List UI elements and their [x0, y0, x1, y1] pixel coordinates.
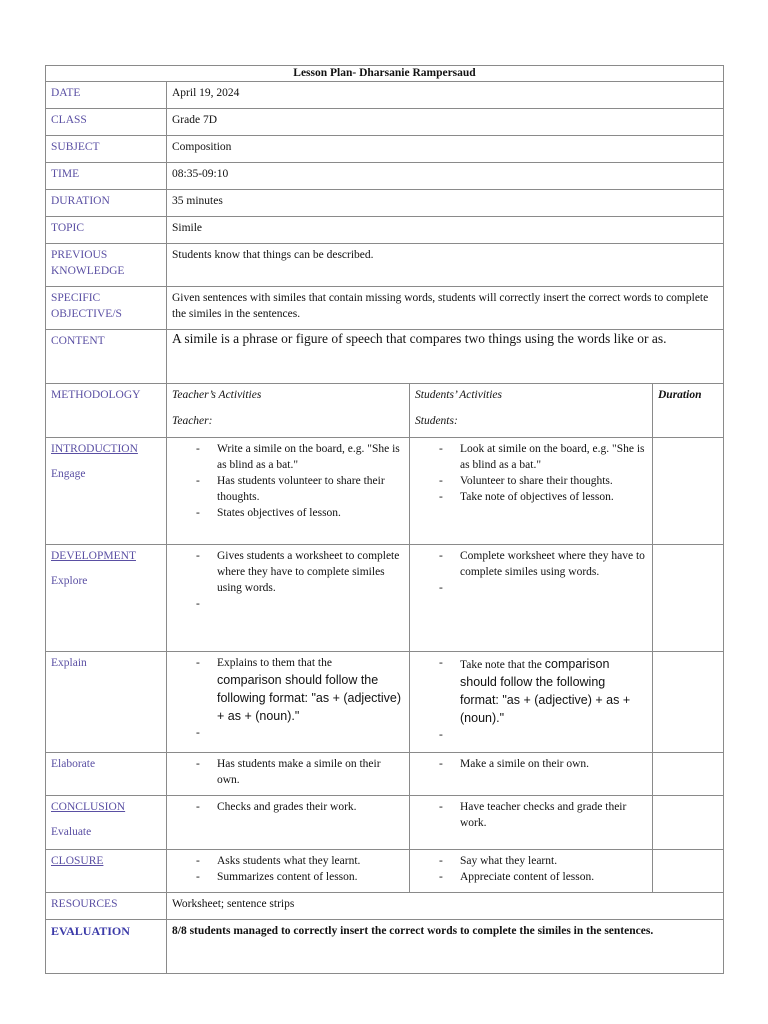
development-label	[46, 545, 167, 652]
introduction-student-cell	[410, 438, 653, 545]
elaborate-student-cell	[410, 753, 653, 796]
introduction-duration-cell	[653, 438, 724, 545]
teacher-activities-header	[167, 384, 410, 438]
class-value: Grade 7D	[167, 109, 724, 136]
conclusion-label	[46, 796, 167, 850]
subject-value: Composition	[167, 136, 724, 163]
student-activities-title: Students’ Activities	[415, 389, 502, 401]
title-row	[46, 66, 724, 82]
time-label: TIME	[46, 163, 167, 190]
introduction-label	[46, 438, 167, 545]
explain-student-lead: Take note that the	[460, 659, 542, 671]
row-resources	[46, 893, 724, 920]
duration-header: Duration	[653, 384, 724, 438]
methodology-label: METHODOLOGY	[46, 384, 167, 438]
introduction-title: INTRODUCTION	[51, 443, 138, 455]
explain-label: Explain	[46, 652, 167, 753]
content-label: CONTENT	[46, 330, 167, 384]
list-item: - Say what they learnt.	[439, 853, 647, 869]
time-value: 08:35-09:10	[167, 163, 724, 190]
row-introduction	[46, 438, 724, 545]
previous-knowledge-label-line2: KNOWLEDGE	[51, 265, 125, 277]
conclusion-student-cell	[410, 796, 653, 850]
lesson-plan-document	[45, 65, 724, 974]
introduction-teacher-cell	[167, 438, 410, 545]
objective-label	[46, 287, 167, 330]
date-label: DATE	[46, 82, 167, 109]
explain-student-cell	[410, 652, 653, 753]
list-item	[439, 727, 647, 743]
row-explain	[46, 652, 724, 753]
student-activities-header	[410, 384, 653, 438]
row-objective	[46, 287, 724, 330]
resources-label: RESOURCES	[46, 893, 167, 920]
list-item	[196, 655, 404, 725]
topic-value: Simile	[167, 217, 724, 244]
row-previous-knowledge	[46, 244, 724, 287]
subject-label: SUBJECT	[46, 136, 167, 163]
list-item: - Checks and grades their work.	[196, 799, 404, 815]
development-student-cell	[410, 545, 653, 652]
evaluation-value: 8/8 students managed to correctly insert the correct words to complete the similes in the sentences.	[167, 920, 724, 974]
page-title: Lesson Plan- Dharsanie Rampersaud	[46, 66, 724, 82]
list-item	[439, 655, 647, 727]
explain-duration-cell	[653, 652, 724, 753]
duration-value: 35 minutes	[167, 190, 724, 217]
row-date	[46, 82, 724, 109]
objective-value: Given sentences with similes that contain missing words, students will correctly insert the correct words to complete the similes in the sentences.	[167, 287, 724, 330]
duration-label: DURATION	[46, 190, 167, 217]
previous-knowledge-value: Students know that things can be described.	[167, 244, 724, 287]
elaborate-teacher-cell	[167, 753, 410, 796]
row-duration	[46, 190, 724, 217]
explore-label: Explore	[51, 575, 88, 587]
development-duration-cell	[653, 545, 724, 652]
explain-teacher-lead: Explains to them that the	[217, 657, 332, 669]
explain-teacher-format: comparison should follow the following format: "as + (adjective) + as + (noun)."	[217, 673, 402, 723]
closure-teacher-cell	[167, 850, 410, 893]
list-item	[196, 596, 404, 612]
row-content	[46, 330, 724, 384]
conclusion-teacher-cell	[167, 796, 410, 850]
row-time	[46, 163, 724, 190]
list-item: - Have teacher checks and grade their work.	[439, 799, 647, 831]
list-item: - Asks students what they learnt.	[196, 853, 404, 869]
resources-value: Worksheet; sentence strips	[167, 893, 724, 920]
list-item: - Appreciate content of lesson.	[439, 869, 647, 885]
row-conclusion	[46, 796, 724, 850]
list-item: - Take note of objectives of lesson.	[439, 489, 647, 505]
list-item	[439, 580, 647, 596]
student-sub-label: Students:	[415, 415, 458, 427]
list-item: - Gives students a worksheet to complete where they have to complete similes using words.	[196, 548, 404, 596]
objective-label-line2: OBJECTIVE/S	[51, 308, 122, 320]
list-item: - Summarizes content of lesson.	[196, 869, 404, 885]
conclusion-duration-cell	[653, 796, 724, 850]
explain-student-format: comparison should follow the following format: "as + (adjective) + as + (noun)."	[460, 657, 631, 725]
teacher-activities-title: Teacher’s Activities	[172, 389, 262, 401]
row-elaborate	[46, 753, 724, 796]
list-item: - Look at simile on the board, e.g. "She is as blind as a bat."	[439, 441, 647, 473]
list-item: - Volunteer to share their thoughts.	[439, 473, 647, 489]
row-subject	[46, 136, 724, 163]
development-teacher-cell	[167, 545, 410, 652]
elaborate-duration-cell	[653, 753, 724, 796]
list-item: - Make a simile on their own.	[439, 756, 647, 772]
content-value: A simile is a phrase or figure of speech that compares two things using the words like or as.	[167, 330, 724, 384]
elaborate-label: Elaborate	[46, 753, 167, 796]
row-closure	[46, 850, 724, 893]
closure-label	[46, 850, 167, 893]
evaluate-label: Evaluate	[51, 826, 92, 838]
date-value: April 19, 2024	[167, 82, 724, 109]
conclusion-title: CONCLUSION	[51, 801, 126, 813]
row-class	[46, 109, 724, 136]
objective-label-line1: SPECIFIC	[51, 292, 101, 304]
previous-knowledge-label	[46, 244, 167, 287]
list-item: - Has students make a simile on their own.	[196, 756, 404, 788]
class-label: CLASS	[46, 109, 167, 136]
row-evaluation	[46, 920, 724, 974]
row-topic	[46, 217, 724, 244]
list-item: - Write a simile on the board, e.g. "She is as blind as a bat."	[196, 441, 404, 473]
row-methodology	[46, 384, 724, 438]
list-item: - States objectives of lesson.	[196, 505, 404, 521]
teacher-sub-label: Teacher:	[172, 415, 213, 427]
development-title: DEVELOPMENT	[51, 550, 136, 562]
evaluation-label: EVALUATION	[46, 920, 167, 974]
row-development	[46, 545, 724, 652]
engage-label: Engage	[51, 468, 86, 480]
closure-duration-cell	[653, 850, 724, 893]
explain-teacher-cell	[167, 652, 410, 753]
closure-title: CLOSURE	[51, 855, 104, 867]
list-item	[196, 725, 404, 741]
lesson-plan-table	[45, 65, 724, 974]
topic-label: TOPIC	[46, 217, 167, 244]
list-item: - Has students volunteer to share their thoughts.	[196, 473, 404, 505]
closure-student-cell	[410, 850, 653, 893]
previous-knowledge-label-line1: PREVIOUS	[51, 249, 108, 261]
list-item: - Complete worksheet where they have to complete similes using words.	[439, 548, 647, 580]
